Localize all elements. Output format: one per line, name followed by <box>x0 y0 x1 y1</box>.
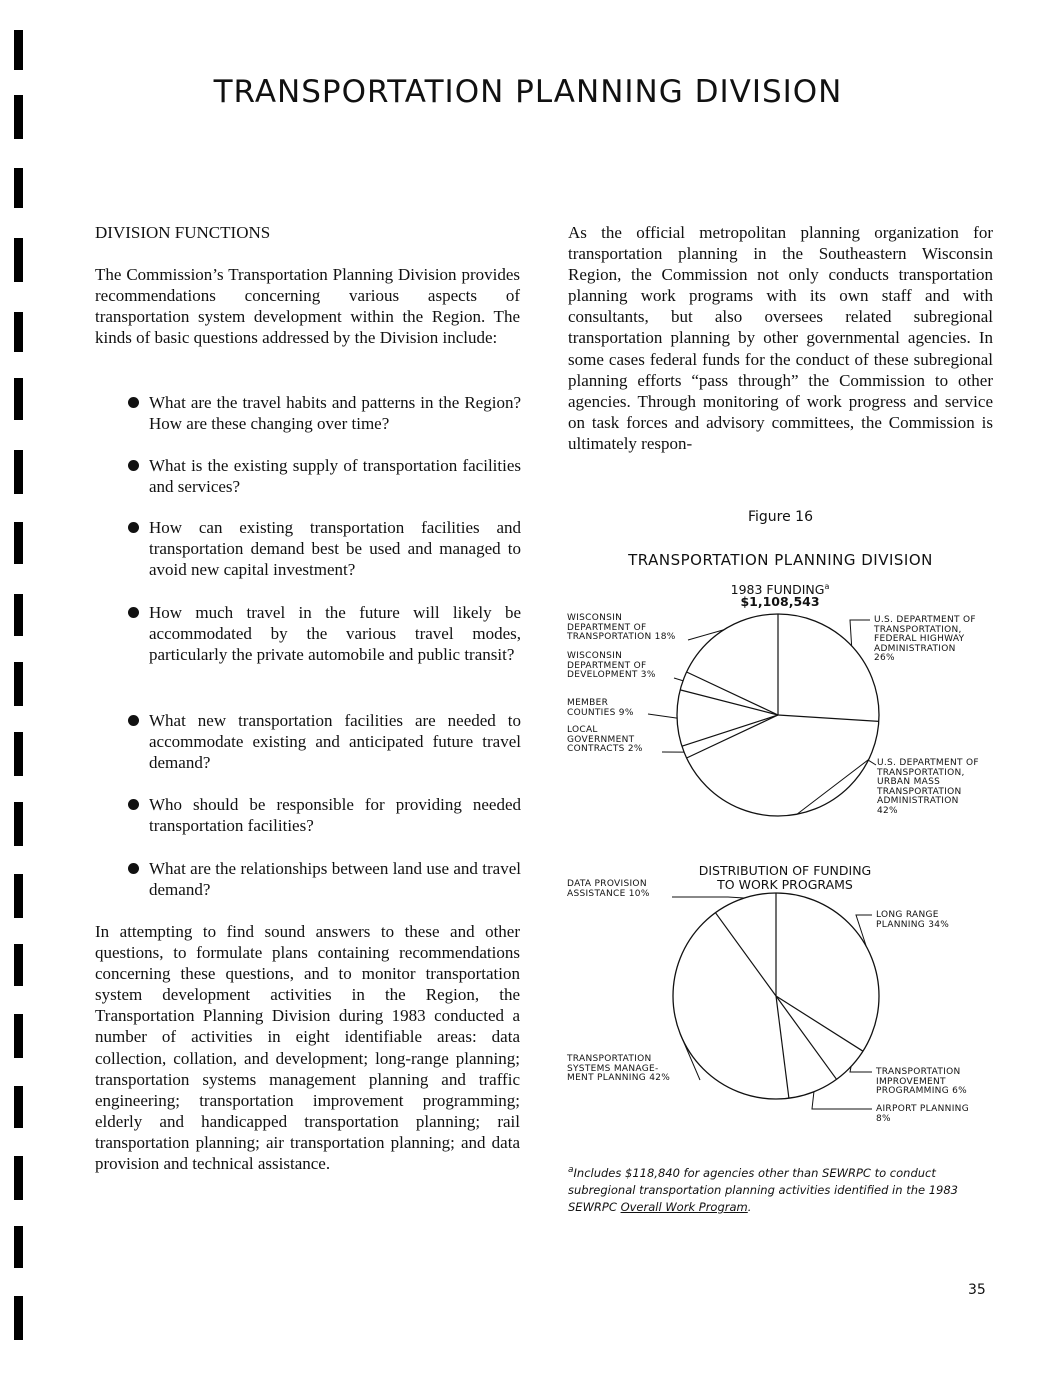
pie1-label-umta: U.S. DEPARTMENT OF TRANSPORTATION, URBAN MASS TRANSPORTATION ADMINISTRATION 42% <box>877 758 979 816</box>
pie2-label-long-range: LONG RANGE PLANNING 34% <box>876 910 950 930</box>
pie1-label-fhwa: U.S. DEPARTMENT OF TRANSPORTATION, FEDERAL HIGHWAY ADMINISTRATION 26% <box>874 615 976 664</box>
bullet-text: What are the travel habits and patterns in the Region? How are these changing over time? <box>149 393 521 434</box>
bullet-text: What are the relationships between land use and travel demand? <box>149 859 521 900</box>
pie2-label-airport: AIRPORT PLANNING 8% <box>876 1104 969 1124</box>
footnote-text: Includes $118,840 for agencies other than SEWRPC to conduct subregional transportation planning activities identified in the 1983 SEWRPC <box>568 1165 958 1214</box>
bullet-text: Who should be responsible for providing needed transportation facilities? <box>149 795 521 836</box>
chart-2-title: DISTRIBUTION OF FUNDING TO WORK PROGRAMS <box>698 863 872 892</box>
figure-label: Figure 16 <box>747 509 813 525</box>
figure-title: TRANSPORTATION PLANNING DIVISION <box>628 551 933 569</box>
pie1-slice-boundary <box>682 715 778 746</box>
bullet-text: How much travel in the future will likely be accommodated by the various travel modes, particularly the private automobile and public transit? <box>149 603 521 665</box>
pie1-slice-boundary <box>680 690 778 715</box>
pie1-leader-member-counties <box>648 714 677 718</box>
pie1-label-wi-development: WISCONSIN DEPARTMENT OF DEVELOPMENT 3% <box>567 651 656 681</box>
pie2-slice-boundary <box>715 913 776 996</box>
closing-paragraph: In attempting to find sound answers to these and other questions, to formulate plans containing recommendations concerning these questions, and to monitor transportation system development activities in the Region, the Transportation Planning Division during 1983 conducted a number of activities in eight identifiable areas: data collection, collation, and development; long-range planning; transportation systems management planning and traffic engineering; transportation improvement programming; elderly and handicapped transportation planning; rail transportation planning; air transportation planning; and data provision and technical assistance. <box>95 922 520 1174</box>
footnote-marker: a <box>568 1165 574 1175</box>
pie2-leader-data-provision <box>672 897 744 898</box>
page-title: TRANSPORTATION PLANNING DIVISION <box>213 74 843 110</box>
footnote-end: . <box>747 1199 752 1214</box>
chart-1-title-superscript: a <box>824 582 830 591</box>
pie1-leader-wi-transportation <box>688 630 724 640</box>
bullet-text: What new transportation facilities are needed to accommodate existing and anticipated future travel demand? <box>149 711 521 773</box>
pie2-slice-boundary <box>776 996 863 1051</box>
pie2-label-data-provision: DATA PROVISION ASSISTANCE 10% <box>567 879 650 899</box>
pie1-slice-boundary <box>687 715 778 758</box>
pie2-leader-airport <box>812 1092 872 1109</box>
section-heading: DIVISION FUNCTIONS <box>95 223 271 242</box>
intro-paragraph: The Commission’s Transportation Planning Division provides recommendations concerning various aspects of transportation system development within the Region. The kinds of basic questions addressed by the Division include: <box>95 265 520 348</box>
pie2-leader-tsm <box>680 1034 700 1080</box>
footnote-underlined-title: Overall Work Program <box>620 1199 748 1214</box>
pie1-slice-boundary <box>778 715 879 721</box>
chart-1-title-text: 1983 FUNDING <box>730 582 825 598</box>
pie2-leader-tip <box>850 1067 872 1072</box>
pie1-label-wi-transportation: WISCONSIN DEPARTMENT OF TRANSPORTATION 18% <box>567 613 676 643</box>
bullet-text: What is the existing supply of transportation facilities and services? <box>149 456 521 497</box>
bullet-text: How can existing transportation facilities and transportation demand best be used and managed to avoid new capital investment? <box>149 518 521 580</box>
page-number: 35 <box>968 1282 986 1298</box>
figure-footnote <box>568 1162 998 1216</box>
pie1-leader-wi-development <box>674 678 683 681</box>
pie2-label-tip: TRANSPORTATION IMPROVEMENT PROGRAMMING 6% <box>876 1067 968 1097</box>
right-column-paragraph: As the official metropolitan planning organization for transportation planning in the Southeastern Wisconsin Region, the Commission not only conducts transportation planning work programs with its own staff and with consultants, but also oversees related subregional transportation planning by other governmental agencies. In some cases federal funds for the conduct of these subregional planning efforts “pass through” the Commission to other agencies. Through monitoring of work progress and service on task forces and advisory committees, the Commission is ultimately respon- <box>568 223 993 453</box>
chart-1-subtitle: $1,108,543 <box>740 594 820 609</box>
pie1-label-local-government: LOCAL GOVERNMENT CONTRACTS 2% <box>567 725 643 755</box>
pie2-label-tsm: TRANSPORTATION SYSTEMS MANAGE- MENT PLANNING 42% <box>567 1054 671 1084</box>
pie1-leader-fhwa <box>850 620 870 646</box>
pie1-label-member-counties: MEMBER COUNTIES 9% <box>567 698 634 718</box>
pie1-slice-boundary <box>687 672 778 715</box>
